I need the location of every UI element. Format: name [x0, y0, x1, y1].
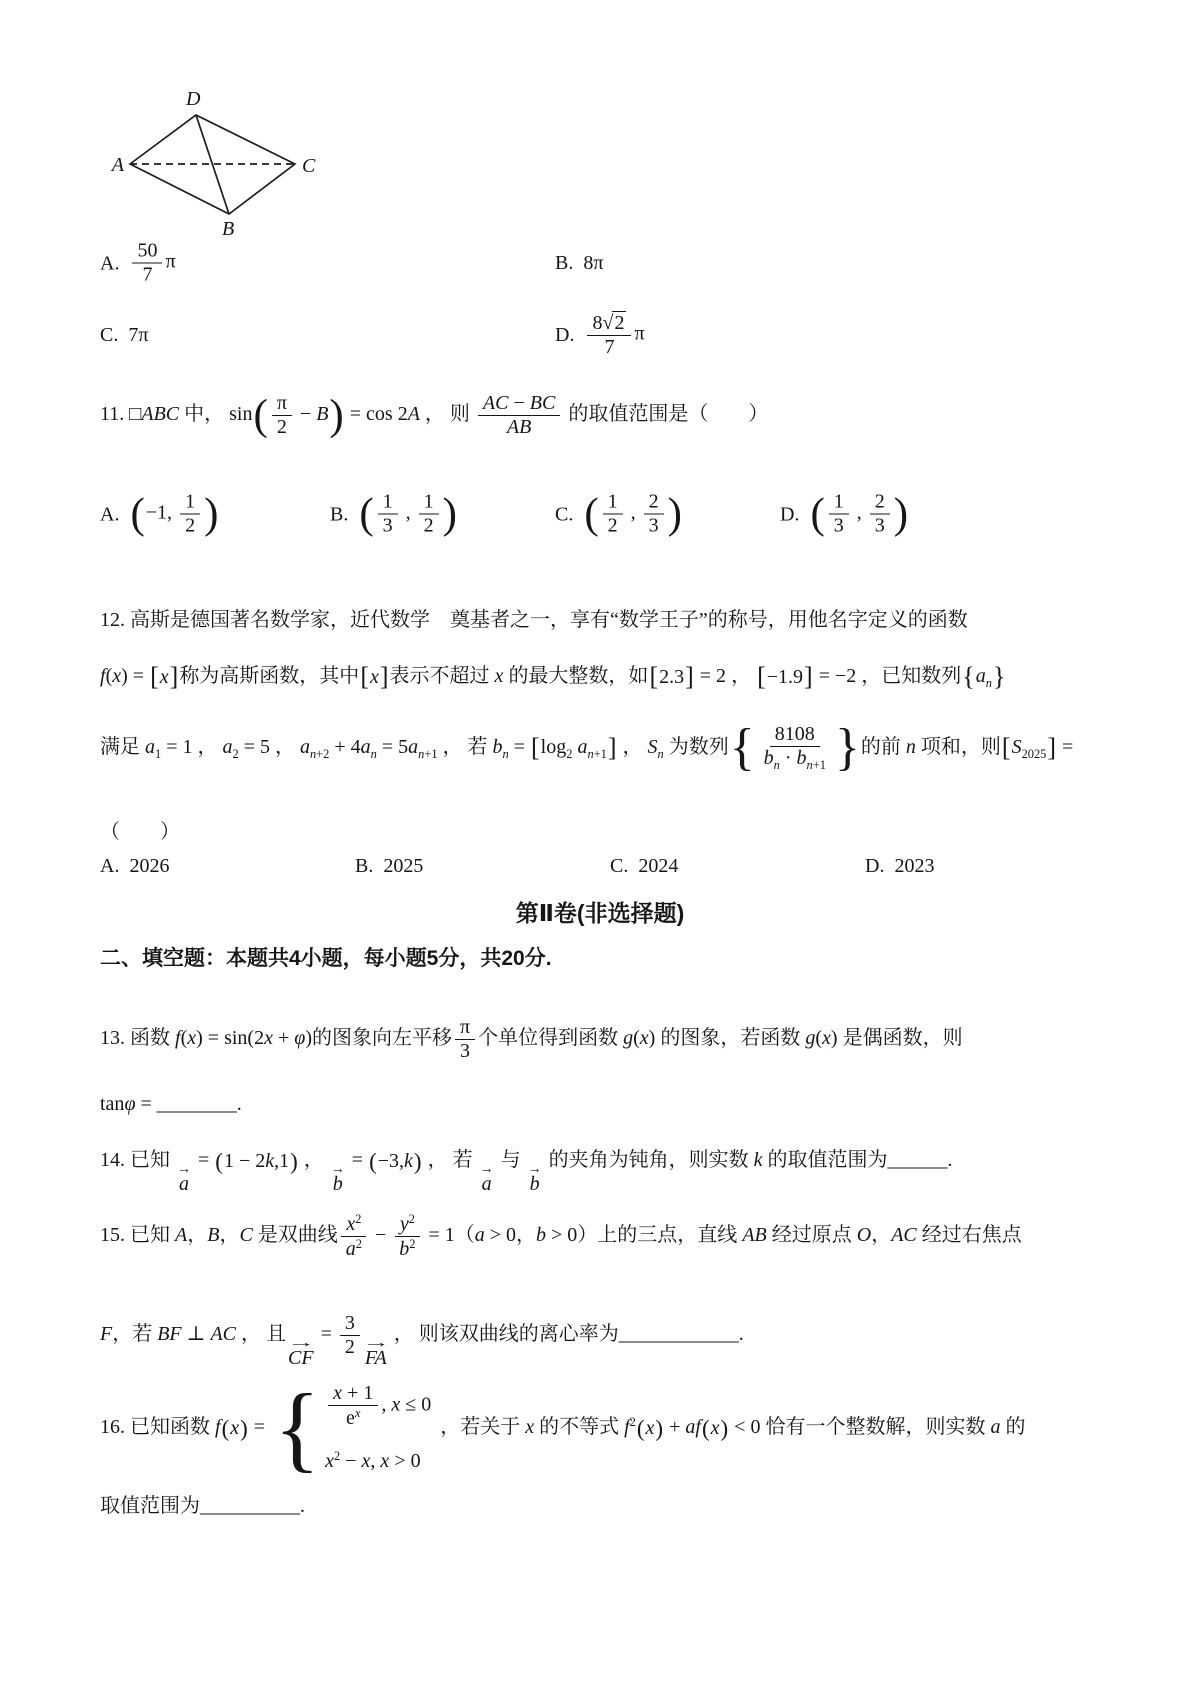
q12-option-d	[865, 852, 934, 880]
vertex-label-c: C	[302, 155, 316, 177]
option-text: 2025	[383, 855, 424, 877]
option-label: B.	[355, 855, 374, 877]
math-expression: 满足 $a_1 = 1$ ， $a_2 = 5$ ， $a_{n+2} + 4a_n = 5a_{n+1}$ ， 若 $b_n$ = [ $\log_2 a_{n+1}$ ] ， $S_n$ 为数列 { $\frac{8108}{b_n \cdot b_{n+1}}$ } 的前 n 项和，则 [ $S_{2025}$ ] =	[100, 719, 1074, 776]
q10-option-d	[555, 311, 645, 359]
part-2-title: 第Ⅱ卷(非选择题)	[515, 900, 685, 926]
q11-option-a	[100, 491, 219, 538]
math-expression: 8π	[583, 252, 604, 274]
q10-option-a	[100, 240, 176, 287]
vertex-label-b: B	[222, 218, 235, 240]
math-expression: ( $\frac{1}{3}$ , $\frac{2}{3}$ )	[810, 490, 909, 538]
q11-option-c	[555, 491, 683, 538]
math-expression: 13. 函数 f(x) = sin(2x + φ)的图象向左平移 $\frac{\pi}{3}$ 个单位得到函数 g(x) 的图象，若函数 g(x) 是偶函数，则	[100, 1016, 963, 1062]
option-label: C.	[610, 855, 629, 877]
math-expression: tanφ = ________.	[100, 1093, 242, 1115]
question-15-line-2	[100, 1312, 744, 1368]
math-expression: F，若 BF ⊥ AC ， 且 → CF = $\frac{3}{2}$ → FA ， 则该双曲线的离心率为____________.	[100, 1312, 744, 1369]
question-13-line-1	[100, 1016, 963, 1063]
vertex-label-a: A	[111, 154, 124, 176]
math-expression: 16. 已知函数 f ( x ) = { $\frac{x + 1}{e^x}$ , x ≤ 0 $x^2 - x$, x > 0 ，若关于 x 的不等式 $f^2$ ( x ) + af ( x ) < 0 恰有一个整数解，则实数 a 的	[100, 1373, 1026, 1481]
section-2-header: 二、填空题：本题共4小题，每小题5分，共20分.	[100, 947, 552, 970]
q11-options-row	[100, 482, 1110, 546]
q10-options-row-2	[100, 303, 1110, 367]
math-expression: ( $\frac{1}{2}$ , $\frac{2}{3}$ )	[584, 490, 682, 538]
q10-option-b	[555, 249, 603, 277]
option-label: D.	[865, 855, 885, 877]
question-16-line-1	[100, 1373, 1026, 1481]
q10-option-c	[100, 321, 148, 349]
option-label: B.	[555, 252, 574, 274]
math-expression: 7π	[128, 324, 149, 346]
question-12-line-3	[100, 719, 1074, 776]
option-label: D.	[780, 503, 800, 525]
vertex-label-d: D	[186, 88, 201, 110]
math-expression: ( −1, $\frac{1}{2}$ )	[130, 490, 219, 538]
q12-option-b	[355, 852, 423, 880]
question-11-stem	[100, 392, 768, 439]
question-13-answer-blank	[100, 1090, 242, 1118]
q11-option-b	[330, 491, 458, 538]
question-12-line-2	[100, 662, 1006, 693]
q12-option-c	[610, 852, 678, 880]
quadrilateral-abcd-figure	[100, 88, 340, 243]
math-expression: ( $\frac{1}{3}$ , $\frac{1}{2}$ )	[359, 490, 457, 538]
option-label: A.	[100, 855, 120, 877]
math-expression: $\frac{50}{7}$ π	[129, 240, 175, 287]
option-label: A.	[100, 503, 120, 525]
q12-option-a	[100, 852, 169, 880]
question-12-line-1: 12. 高斯是德国著名数学家，近代数学 奠基者之一，享有“数学王子”的称号，用他名字定义的函数	[100, 609, 968, 631]
q10-options-row-1	[100, 231, 1110, 295]
question-14-stem	[100, 1146, 952, 1194]
option-label: B.	[330, 503, 349, 525]
option-text: 2024	[638, 855, 679, 877]
question-16-answer-blank: 取值范围为__________.	[100, 1495, 305, 1517]
q11-option-d	[780, 491, 909, 538]
option-label: C.	[555, 503, 574, 525]
math-expression: $\frac{8√2}{7}$ π	[584, 311, 644, 359]
option-label: D.	[555, 324, 575, 346]
question-15-line-1	[100, 1212, 1022, 1261]
question-12-answer-parens: （ ）	[100, 821, 180, 843]
option-label: A.	[100, 252, 120, 274]
option-label: C.	[100, 324, 119, 346]
q12-options-row	[100, 852, 1110, 880]
math-expression: 15. 已知 A，B，C 是双曲线 $\frac{x^2}{a^2}$ − $\frac{y^2}{b^2}$ = 1（a > 0，b > 0）上的三点，直线 AB 经过原点 O，AC 经过右焦点	[100, 1212, 1022, 1260]
math-expression: f(x) = [ x ] 称为高斯函数，其中 [ x ] 表示不超过 x 的最大整数，如 [ 2.3 ] = 2 ， [ −1.9 ] = −2 ，已知数列 { $a_n$ }	[100, 662, 1006, 692]
option-text: 2026	[129, 855, 170, 877]
option-text: 2023	[894, 855, 935, 877]
math-expression: 14. 已知 → a = ( 1 − 2k,1 ) ， → b = ( −3,k ) ， 若 → a 与 → b 的夹角为钝角，则实数 k 的取值范围为______.	[100, 1148, 953, 1195]
math-expression: 11. □ABC 中， sin ( $\frac{\pi}{2}$ − B ) = cos 2A ， 则 $\frac{AC - BC}{AB}$ 的取值范围是（ ）	[100, 392, 769, 439]
